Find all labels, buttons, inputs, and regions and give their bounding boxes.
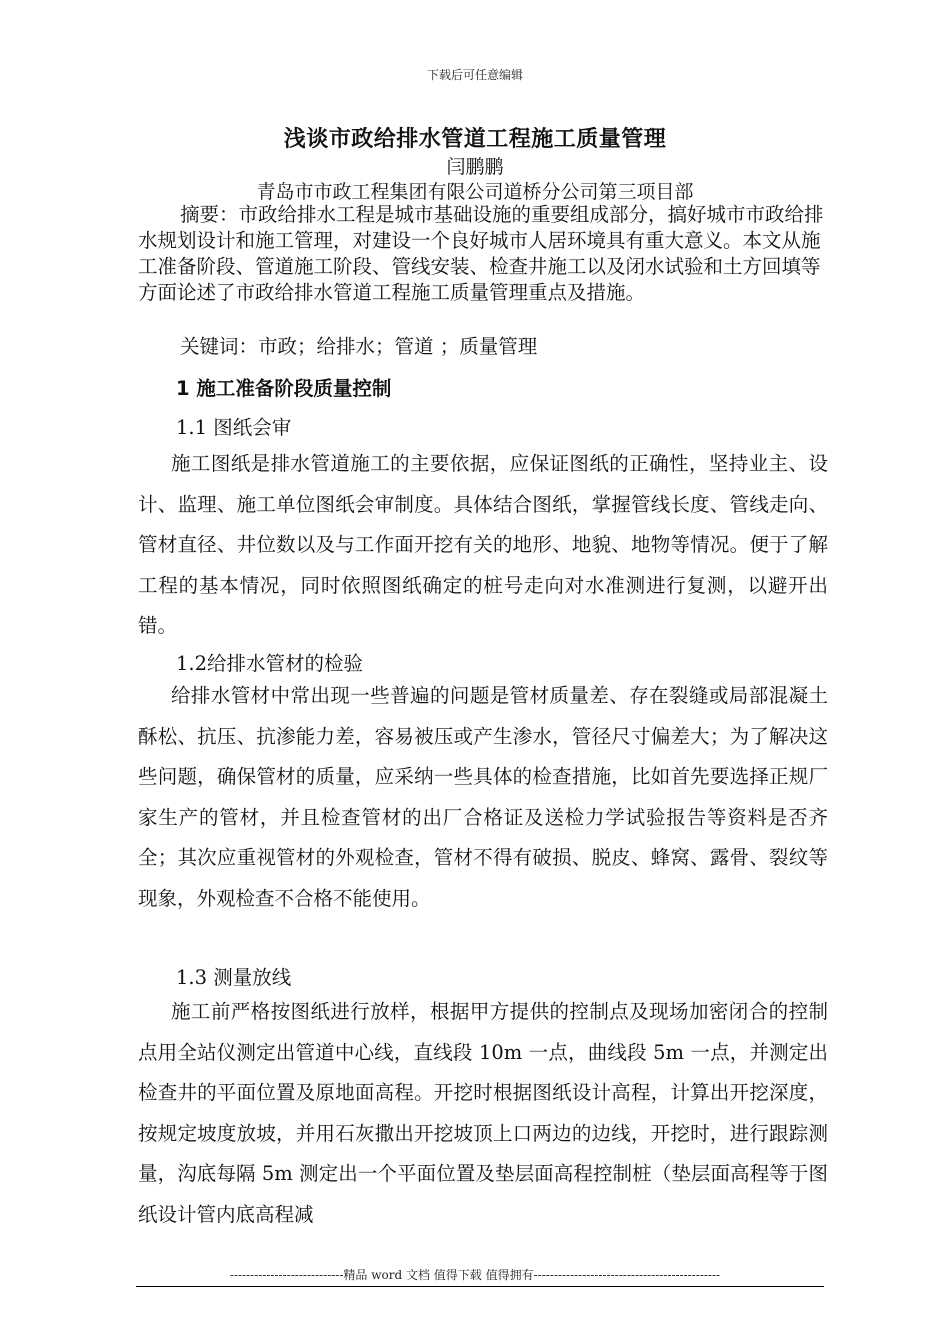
paragraph-drawing-review: 施工图纸是排水管道施工的主要依据，应保证图纸的正确性，坚持业主、设计、监理、施工单位图纸会审制度。具体结合图纸，掌握管线长度、管线走向、管材直径、井位数以及与工作面开挖有关的地形、地貌、地物等情况。便于了解工程的基本情况，同时依照图纸确定的桩号走向对水准测进行复测，以避开出错。 [138, 452, 828, 637]
subsection-heading-1-2: 1.2给排水管材的检验 [176, 652, 364, 675]
abstract-paragraph: 摘要：市政给排水工程是城市基础设施的重要组成部分，搞好城市市政给排水规划设计和施工管理，对建设一个良好城市人居环境具有重大意义。本文从施工准备阶段、管道施工阶段、管线安装、检查井施工以及闭水试验和土方回填等方面论述了市政给排水管道工程施工质量管理重点及措施。 [138, 203, 824, 304]
author-name: 闫鹏鹏 [446, 156, 504, 178]
document-title: 浅谈市政给排水管道工程施工质量管理 [283, 127, 667, 152]
paragraph-pipe-inspection: 给排水管材中常出现一些普遍的问题是管材质量差、存在裂缝或局部混凝土酥松、抗压、抗渗能力差，容易被压或产生渗水，管径尺寸偏差大；为了解决这些问题，确保管材的质量，应采纳一些具体的检查措施，比如首先要选择正规厂家生产的管材，并且检查管材的出厂合格证及送检力学试验报告等资料是否齐全；其次应重视管材的外观检查，管材不得有破损、脱皮、蜂窝、露骨、裂纹等现象，外观检查不合格不能使用。 [138, 684, 828, 910]
subsection-heading-1-1: 1.1 图纸会审 [176, 416, 292, 439]
footer-divider [136, 1286, 824, 1287]
author-affiliation: 青岛市市政工程集团有限公司道桥分公司第三项目部 [256, 181, 694, 203]
footer-note: ----------------------------精品 word 文档 值得下载 值得拥有---------------------------------------------- [229, 1268, 721, 1282]
subsection-heading-1-3: 1.3 测量放线 [176, 966, 292, 989]
header-note: 下载后可任意编辑 [426, 68, 523, 82]
paragraph-survey-setout: 施工前严格按图纸进行放样，根据甲方提供的控制点及现场加密闭合的控制点用全站仪测定出管道中心线，直线段 10m 一点，曲线段 5m 一点，并测定出检查井的平面位置及原地面高程。开挖时根据图纸设计高程，计算出开挖深度，按规定坡度放坡，并用石灰撒出开挖坡顶上口两边的边线，开挖时，进行跟踪测量，沟底每隔 5m 测定出一个平面位置及垫层面高程控制桩（垫层面高程等于图纸设计管内底高程减 [138, 1000, 828, 1226]
keywords-line: 关键词：市政；给排水；管道 ；质量管理 [180, 335, 538, 358]
section-heading-1: 1 施工准备阶段质量控制 [176, 377, 392, 400]
